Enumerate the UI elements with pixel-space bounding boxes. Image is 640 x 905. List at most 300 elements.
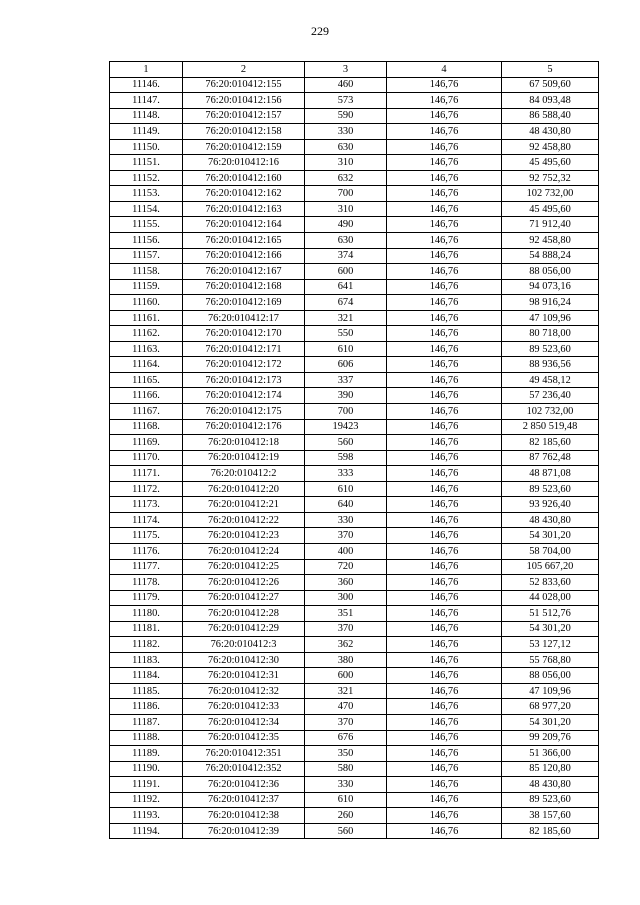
cadastral-number-cell: 76:20:010412:27 xyxy=(183,590,305,606)
value-cell: 88 936,56 xyxy=(502,357,599,373)
table-body xyxy=(110,77,599,839)
cadastral-number-cell: 76:20:010412:34 xyxy=(183,714,305,730)
rate-cell: 146,76 xyxy=(387,155,502,171)
cadastral-number-cell: 76:20:010412:17 xyxy=(183,310,305,326)
rate-cell: 146,76 xyxy=(387,683,502,699)
table-row xyxy=(110,466,599,482)
cadastral-number-cell: 76:20:010412:16 xyxy=(183,155,305,171)
value-cell: 58 704,00 xyxy=(502,543,599,559)
area-cell: 573 xyxy=(305,93,387,109)
value-cell: 87 762,48 xyxy=(502,450,599,466)
table-row xyxy=(110,761,599,777)
row-number-cell: 11176. xyxy=(110,543,183,559)
table-row xyxy=(110,233,599,249)
page-number: 229 xyxy=(311,24,329,38)
value-cell: 54 888,24 xyxy=(502,248,599,264)
area-cell: 260 xyxy=(305,808,387,824)
rate-cell: 146,76 xyxy=(387,310,502,326)
header-row xyxy=(110,62,599,78)
rate-cell: 146,76 xyxy=(387,233,502,249)
table-row xyxy=(110,590,599,606)
cadastral-number-cell: 76:20:010412:155 xyxy=(183,77,305,93)
cadastral-number-cell: 76:20:010412:29 xyxy=(183,621,305,637)
rate-cell: 146,76 xyxy=(387,108,502,124)
row-number-cell: 11182. xyxy=(110,637,183,653)
area-cell: 676 xyxy=(305,730,387,746)
rate-cell: 146,76 xyxy=(387,730,502,746)
cadastral-number-cell: 76:20:010412:35 xyxy=(183,730,305,746)
area-cell: 598 xyxy=(305,450,387,466)
rate-cell: 146,76 xyxy=(387,559,502,575)
cadastral-number-cell: 76:20:010412:32 xyxy=(183,683,305,699)
value-cell: 44 028,00 xyxy=(502,590,599,606)
value-cell: 47 109,96 xyxy=(502,310,599,326)
table-row xyxy=(110,264,599,280)
table-row xyxy=(110,388,599,404)
registry-table xyxy=(109,61,599,839)
rate-cell: 146,76 xyxy=(387,77,502,93)
rate-cell: 146,76 xyxy=(387,326,502,342)
rate-cell: 146,76 xyxy=(387,512,502,528)
area-cell: 606 xyxy=(305,357,387,373)
area-cell: 550 xyxy=(305,326,387,342)
row-number-cell: 11173. xyxy=(110,497,183,513)
row-number-cell: 11150. xyxy=(110,139,183,155)
rate-cell: 146,76 xyxy=(387,652,502,668)
value-cell: 68 977,20 xyxy=(502,699,599,715)
row-number-cell: 11164. xyxy=(110,357,183,373)
cadastral-number-cell: 76:20:010412:28 xyxy=(183,606,305,622)
rate-cell: 146,76 xyxy=(387,124,502,140)
value-cell: 48 430,80 xyxy=(502,777,599,793)
value-cell: 92 458,80 xyxy=(502,233,599,249)
value-cell: 92 752,32 xyxy=(502,170,599,186)
cadastral-number-cell: 76:20:010412:162 xyxy=(183,186,305,202)
row-number-cell: 11177. xyxy=(110,559,183,575)
rate-cell: 146,76 xyxy=(387,621,502,637)
rate-cell: 146,76 xyxy=(387,264,502,280)
area-cell: 333 xyxy=(305,466,387,482)
row-number-cell: 11151. xyxy=(110,155,183,171)
table-row xyxy=(110,528,599,544)
table-row xyxy=(110,295,599,311)
cadastral-number-cell: 76:20:010412:168 xyxy=(183,279,305,295)
table-row xyxy=(110,404,599,420)
rate-cell: 146,76 xyxy=(387,217,502,233)
area-cell: 321 xyxy=(305,310,387,326)
row-number-cell: 11180. xyxy=(110,606,183,622)
cadastral-number-cell: 76:20:010412:158 xyxy=(183,124,305,140)
area-cell: 400 xyxy=(305,543,387,559)
cadastral-number-cell: 76:20:010412:160 xyxy=(183,170,305,186)
value-cell: 93 926,40 xyxy=(502,497,599,513)
value-cell: 2 850 519,48 xyxy=(502,419,599,435)
table-row xyxy=(110,326,599,342)
rate-cell: 146,76 xyxy=(387,481,502,497)
rate-cell: 146,76 xyxy=(387,606,502,622)
row-number-cell: 11192. xyxy=(110,792,183,808)
area-cell: 720 xyxy=(305,559,387,575)
value-cell: 82 185,60 xyxy=(502,823,599,839)
row-number-cell: 11174. xyxy=(110,512,183,528)
value-cell: 86 588,40 xyxy=(502,108,599,124)
cadastral-number-cell: 76:20:010412:20 xyxy=(183,481,305,497)
rate-cell: 146,76 xyxy=(387,668,502,684)
value-cell: 54 301,20 xyxy=(502,528,599,544)
rate-cell: 146,76 xyxy=(387,543,502,559)
table-row xyxy=(110,248,599,264)
area-cell: 610 xyxy=(305,341,387,357)
cadastral-number-cell: 76:20:010412:31 xyxy=(183,668,305,684)
table-row xyxy=(110,497,599,513)
table-row xyxy=(110,108,599,124)
area-cell: 337 xyxy=(305,372,387,388)
value-cell: 102 732,00 xyxy=(502,404,599,420)
table-row xyxy=(110,730,599,746)
cadastral-number-cell: 76:20:010412:33 xyxy=(183,699,305,715)
cadastral-number-cell: 76:20:010412:170 xyxy=(183,326,305,342)
cadastral-number-cell: 76:20:010412:169 xyxy=(183,295,305,311)
table-row xyxy=(110,637,599,653)
rate-cell: 146,76 xyxy=(387,201,502,217)
row-number-cell: 11184. xyxy=(110,668,183,684)
table-row xyxy=(110,77,599,93)
row-number-cell: 11157. xyxy=(110,248,183,264)
rate-cell: 146,76 xyxy=(387,93,502,109)
area-cell: 470 xyxy=(305,699,387,715)
rate-cell: 146,76 xyxy=(387,575,502,591)
rate-cell: 146,76 xyxy=(387,466,502,482)
table-row xyxy=(110,714,599,730)
value-cell: 88 056,00 xyxy=(502,668,599,684)
row-number-cell: 11171. xyxy=(110,466,183,482)
value-cell: 49 458,12 xyxy=(502,372,599,388)
area-cell: 390 xyxy=(305,388,387,404)
cadastral-number-cell: 76:20:010412:21 xyxy=(183,497,305,513)
table-row xyxy=(110,543,599,559)
value-cell: 88 056,00 xyxy=(502,264,599,280)
column-header-2: 2 xyxy=(183,62,305,78)
row-number-cell: 11167. xyxy=(110,404,183,420)
column-header-1: 1 xyxy=(110,62,183,78)
row-number-cell: 11166. xyxy=(110,388,183,404)
rate-cell: 146,76 xyxy=(387,372,502,388)
row-number-cell: 11149. xyxy=(110,124,183,140)
value-cell: 51 366,00 xyxy=(502,746,599,762)
area-cell: 590 xyxy=(305,108,387,124)
row-number-cell: 11186. xyxy=(110,699,183,715)
row-number-cell: 11163. xyxy=(110,341,183,357)
area-cell: 560 xyxy=(305,823,387,839)
area-cell: 630 xyxy=(305,139,387,155)
value-cell: 92 458,80 xyxy=(502,139,599,155)
value-cell: 55 768,80 xyxy=(502,652,599,668)
value-cell: 54 301,20 xyxy=(502,621,599,637)
rate-cell: 146,76 xyxy=(387,435,502,451)
row-number-cell: 11159. xyxy=(110,279,183,295)
value-cell: 48 430,80 xyxy=(502,124,599,140)
cadastral-number-cell: 76:20:010412:30 xyxy=(183,652,305,668)
cadastral-number-cell: 76:20:010412:352 xyxy=(183,761,305,777)
table-row xyxy=(110,481,599,497)
row-number-cell: 11191. xyxy=(110,777,183,793)
row-number-cell: 11154. xyxy=(110,201,183,217)
table-row xyxy=(110,170,599,186)
area-cell: 321 xyxy=(305,683,387,699)
area-cell: 380 xyxy=(305,652,387,668)
row-number-cell: 11179. xyxy=(110,590,183,606)
table-row xyxy=(110,124,599,140)
rate-cell: 146,76 xyxy=(387,419,502,435)
row-number-cell: 11165. xyxy=(110,372,183,388)
rate-cell: 146,76 xyxy=(387,139,502,155)
cadastral-number-cell: 76:20:010412:39 xyxy=(183,823,305,839)
area-cell: 640 xyxy=(305,497,387,513)
row-number-cell: 11172. xyxy=(110,481,183,497)
cadastral-number-cell: 76:20:010412:174 xyxy=(183,388,305,404)
table-row xyxy=(110,808,599,824)
value-cell: 53 127,12 xyxy=(502,637,599,653)
area-cell: 600 xyxy=(305,264,387,280)
table-row xyxy=(110,419,599,435)
value-cell: 51 512,76 xyxy=(502,606,599,622)
table-row xyxy=(110,310,599,326)
row-number-cell: 11161. xyxy=(110,310,183,326)
rate-cell: 146,76 xyxy=(387,792,502,808)
rate-cell: 146,76 xyxy=(387,637,502,653)
row-number-cell: 11146. xyxy=(110,77,183,93)
area-cell: 330 xyxy=(305,777,387,793)
rate-cell: 146,76 xyxy=(387,746,502,762)
table-row xyxy=(110,621,599,637)
area-cell: 300 xyxy=(305,590,387,606)
value-cell: 89 523,60 xyxy=(502,481,599,497)
rate-cell: 146,76 xyxy=(387,808,502,824)
column-header-5: 5 xyxy=(502,62,599,78)
value-cell: 54 301,20 xyxy=(502,714,599,730)
cadastral-number-cell: 76:20:010412:36 xyxy=(183,777,305,793)
area-cell: 310 xyxy=(305,201,387,217)
row-number-cell: 11193. xyxy=(110,808,183,824)
cadastral-number-cell: 76:20:010412:157 xyxy=(183,108,305,124)
table-row xyxy=(110,792,599,808)
cadastral-number-cell: 76:20:010412:163 xyxy=(183,201,305,217)
table-row xyxy=(110,559,599,575)
row-number-cell: 11181. xyxy=(110,621,183,637)
area-cell: 351 xyxy=(305,606,387,622)
rate-cell: 146,76 xyxy=(387,714,502,730)
value-cell: 57 236,40 xyxy=(502,388,599,404)
table-row xyxy=(110,186,599,202)
cadastral-number-cell: 76:20:010412:19 xyxy=(183,450,305,466)
value-cell: 45 495,60 xyxy=(502,155,599,171)
table-row xyxy=(110,777,599,793)
rate-cell: 146,76 xyxy=(387,248,502,264)
value-cell: 47 109,96 xyxy=(502,683,599,699)
area-cell: 350 xyxy=(305,746,387,762)
row-number-cell: 11178. xyxy=(110,575,183,591)
area-cell: 580 xyxy=(305,761,387,777)
column-header-4: 4 xyxy=(387,62,502,78)
value-cell: 94 073,16 xyxy=(502,279,599,295)
row-number-cell: 11152. xyxy=(110,170,183,186)
table-row xyxy=(110,668,599,684)
value-cell: 98 916,24 xyxy=(502,295,599,311)
table-row xyxy=(110,575,599,591)
rate-cell: 146,76 xyxy=(387,823,502,839)
value-cell: 89 523,60 xyxy=(502,792,599,808)
row-number-cell: 11190. xyxy=(110,761,183,777)
rate-cell: 146,76 xyxy=(387,497,502,513)
row-number-cell: 11155. xyxy=(110,217,183,233)
area-cell: 560 xyxy=(305,435,387,451)
value-cell: 67 509,60 xyxy=(502,77,599,93)
rate-cell: 146,76 xyxy=(387,279,502,295)
area-cell: 674 xyxy=(305,295,387,311)
area-cell: 360 xyxy=(305,575,387,591)
cadastral-number-cell: 76:20:010412:18 xyxy=(183,435,305,451)
value-cell: 89 523,60 xyxy=(502,341,599,357)
rate-cell: 146,76 xyxy=(387,357,502,373)
value-cell: 38 157,60 xyxy=(502,808,599,824)
cadastral-number-cell: 76:20:010412:24 xyxy=(183,543,305,559)
cadastral-number-cell: 76:20:010412:164 xyxy=(183,217,305,233)
row-number-cell: 11153. xyxy=(110,186,183,202)
area-cell: 700 xyxy=(305,404,387,420)
rate-cell: 146,76 xyxy=(387,450,502,466)
rate-cell: 146,76 xyxy=(387,761,502,777)
row-number-cell: 11148. xyxy=(110,108,183,124)
table-row xyxy=(110,341,599,357)
table-header xyxy=(110,62,599,78)
value-cell: 48 871,08 xyxy=(502,466,599,482)
value-cell: 48 430,80 xyxy=(502,512,599,528)
table-row xyxy=(110,823,599,839)
cadastral-number-cell: 76:20:010412:172 xyxy=(183,357,305,373)
value-cell: 71 912,40 xyxy=(502,217,599,233)
row-number-cell: 11160. xyxy=(110,295,183,311)
cadastral-number-cell: 76:20:010412:37 xyxy=(183,792,305,808)
area-cell: 362 xyxy=(305,637,387,653)
cadastral-number-cell: 76:20:010412:166 xyxy=(183,248,305,264)
cadastral-number-cell: 76:20:010412:3 xyxy=(183,637,305,653)
table-row xyxy=(110,435,599,451)
table-row xyxy=(110,606,599,622)
cadastral-number-cell: 76:20:010412:38 xyxy=(183,808,305,824)
cadastral-number-cell: 76:20:010412:171 xyxy=(183,341,305,357)
table-row xyxy=(110,746,599,762)
table-row xyxy=(110,201,599,217)
area-cell: 610 xyxy=(305,481,387,497)
rate-cell: 146,76 xyxy=(387,170,502,186)
row-number-cell: 11185. xyxy=(110,683,183,699)
cadastral-number-cell: 76:20:010412:176 xyxy=(183,419,305,435)
row-number-cell: 11162. xyxy=(110,326,183,342)
area-cell: 490 xyxy=(305,217,387,233)
table-row xyxy=(110,372,599,388)
row-number-cell: 11175. xyxy=(110,528,183,544)
row-number-cell: 11168. xyxy=(110,419,183,435)
rate-cell: 146,76 xyxy=(387,777,502,793)
table-row xyxy=(110,699,599,715)
rate-cell: 146,76 xyxy=(387,699,502,715)
area-cell: 374 xyxy=(305,248,387,264)
area-cell: 600 xyxy=(305,668,387,684)
table-row xyxy=(110,683,599,699)
area-cell: 700 xyxy=(305,186,387,202)
area-cell: 330 xyxy=(305,124,387,140)
area-cell: 641 xyxy=(305,279,387,295)
rate-cell: 146,76 xyxy=(387,404,502,420)
rate-cell: 146,76 xyxy=(387,341,502,357)
cadastral-number-cell: 76:20:010412:25 xyxy=(183,559,305,575)
cadastral-number-cell: 76:20:010412:173 xyxy=(183,372,305,388)
cadastral-number-cell: 76:20:010412:351 xyxy=(183,746,305,762)
table-row xyxy=(110,155,599,171)
value-cell: 105 667,20 xyxy=(502,559,599,575)
value-cell: 102 732,00 xyxy=(502,186,599,202)
area-cell: 19423 xyxy=(305,419,387,435)
cadastral-number-cell: 76:20:010412:156 xyxy=(183,93,305,109)
cadastral-number-cell: 76:20:010412:165 xyxy=(183,233,305,249)
row-number-cell: 11147. xyxy=(110,93,183,109)
table-row xyxy=(110,450,599,466)
table-row xyxy=(110,279,599,295)
cadastral-number-cell: 76:20:010412:26 xyxy=(183,575,305,591)
rate-cell: 146,76 xyxy=(387,590,502,606)
area-cell: 630 xyxy=(305,233,387,249)
row-number-cell: 11156. xyxy=(110,233,183,249)
value-cell: 84 093,48 xyxy=(502,93,599,109)
row-number-cell: 11187. xyxy=(110,714,183,730)
row-number-cell: 11188. xyxy=(110,730,183,746)
column-header-3: 3 xyxy=(305,62,387,78)
table-row xyxy=(110,357,599,373)
area-cell: 370 xyxy=(305,621,387,637)
rate-cell: 146,76 xyxy=(387,295,502,311)
table-row xyxy=(110,93,599,109)
rate-cell: 146,76 xyxy=(387,528,502,544)
value-cell: 52 833,60 xyxy=(502,575,599,591)
value-cell: 82 185,60 xyxy=(502,435,599,451)
rate-cell: 146,76 xyxy=(387,388,502,404)
row-number-cell: 11189. xyxy=(110,746,183,762)
cadastral-number-cell: 76:20:010412:23 xyxy=(183,528,305,544)
area-cell: 370 xyxy=(305,714,387,730)
cadastral-number-cell: 76:20:010412:22 xyxy=(183,512,305,528)
area-cell: 370 xyxy=(305,528,387,544)
table-row xyxy=(110,139,599,155)
table-row xyxy=(110,652,599,668)
area-cell: 610 xyxy=(305,792,387,808)
row-number-cell: 11183. xyxy=(110,652,183,668)
table-row xyxy=(110,512,599,528)
row-number-cell: 11169. xyxy=(110,435,183,451)
row-number-cell: 11158. xyxy=(110,264,183,280)
row-number-cell: 11194. xyxy=(110,823,183,839)
cadastral-number-cell: 76:20:010412:167 xyxy=(183,264,305,280)
value-cell: 80 718,00 xyxy=(502,326,599,342)
cadastral-number-cell: 76:20:010412:159 xyxy=(183,139,305,155)
area-cell: 310 xyxy=(305,155,387,171)
area-cell: 460 xyxy=(305,77,387,93)
row-number-cell: 11170. xyxy=(110,450,183,466)
cadastral-number-cell: 76:20:010412:175 xyxy=(183,404,305,420)
area-cell: 632 xyxy=(305,170,387,186)
value-cell: 45 495,60 xyxy=(502,201,599,217)
value-cell: 85 120,80 xyxy=(502,761,599,777)
value-cell: 99 209,76 xyxy=(502,730,599,746)
